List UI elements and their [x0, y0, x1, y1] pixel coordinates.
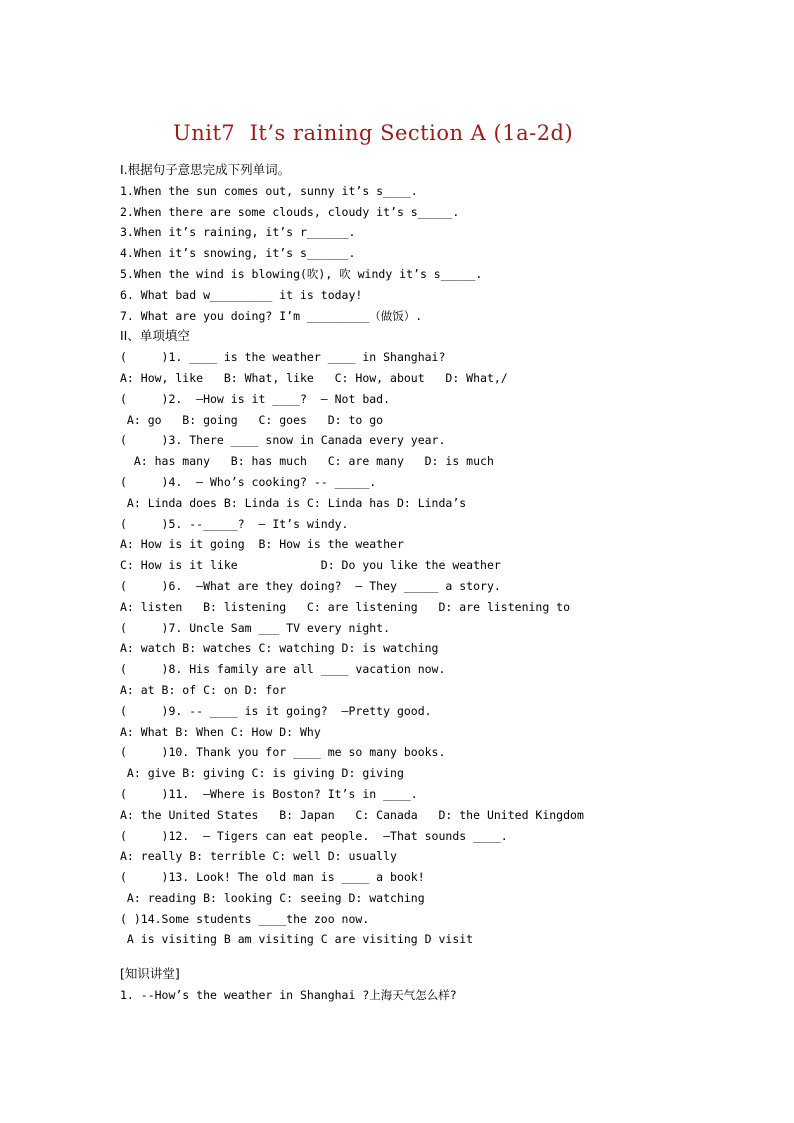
question-line: ( )1. ____ is the weather ____ in Shanghai?	[120, 350, 446, 365]
part1-item: 3.When it’s raining, it’s r______.	[120, 225, 356, 240]
question-line: ( )12. – Tigers can eat people. –That sounds ____.	[120, 828, 508, 843]
question-line: ( )5. --_____? – It’s windy.	[120, 516, 349, 531]
question-line: ( )7. Uncle Sam ___ TV every night.	[120, 620, 391, 635]
options-line: A: How, like B: What, like C: How, about D: What,/	[120, 370, 508, 385]
options-line: A: How is it going B: How is the weather	[120, 537, 404, 552]
question-line: ( )9. -- ____ is it going? –Pretty good.	[120, 703, 432, 718]
options-line: A: at B: of C: on D: for	[120, 682, 287, 697]
part2-heading: II、单项填空	[120, 328, 190, 344]
options-line: A: listen B: listening C: are listening D: are listening to	[120, 599, 571, 614]
question-line: ( )6. –What are they doing? – They _____ a story.	[120, 578, 501, 593]
part1-item: 1.When the sun comes out, sunny it’s s____.	[120, 183, 418, 198]
question-line: ( )4. – Who’s cooking? -- _____.	[120, 474, 377, 489]
question-line: ( )2. –How is it ____? – Not bad.	[120, 391, 391, 406]
options-line: A is visiting B am visiting C are visiting D visit	[120, 932, 474, 947]
options-line: A: What B: When C: How D: Why	[120, 724, 321, 739]
part1-item: 7. What are you doing? I’m _________（做饭）.	[120, 308, 423, 323]
part1-heading: I.根据句子意思完成下列单词。	[120, 162, 291, 177]
options-line: A: the United States B: Japan C: Canada D: the United Kingdom	[120, 807, 584, 822]
question-line: ( )14.Some students ____the zoo now.	[120, 911, 370, 926]
question-line: ( )10. Thank you for ____ me so many books.	[120, 745, 446, 760]
options-line: A: watch B: watches C: watching D: is watching	[120, 641, 439, 656]
knowledge-heading: [知识讲堂]	[120, 966, 180, 982]
part1-item: 5.When the wind is blowing(吹), 吹 windy it’s s_____.	[120, 266, 483, 281]
part1-item: 4.When it’s snowing, it’s s______.	[120, 246, 356, 261]
question-line: ( )3. There ____ snow in Canada every year.	[120, 433, 446, 448]
options-line: A: has many B: has much C: are many D: is much	[120, 454, 494, 469]
options-line: A: give B: giving C: is giving D: giving	[120, 766, 404, 781]
part1-item: 6. What bad w_________ it is today!	[120, 287, 363, 302]
question-line: ( )13. Look! The old man is ____ a book!	[120, 870, 425, 885]
part1-item: 2.When there are some clouds, cloudy it’s s_____.	[120, 204, 460, 219]
knowledge-item: 1. --How’s the weather in Shanghai ?上海天气怎么样?	[120, 988, 457, 1003]
question-line: ( )11. –Where is Boston? It’s in ____.	[120, 786, 418, 801]
question-line: ( )8. His family are all ____ vacation now.	[120, 662, 446, 677]
worksheet-body	[120, 160, 740, 1006]
section-gap	[120, 950, 740, 964]
options-line: A: Linda does B: Linda is C: Linda has D: Linda’s	[120, 495, 467, 510]
options-line: C: How is it like D: Do you like the weather	[120, 558, 501, 573]
options-line: A: really B: terrible C: well D: usually	[120, 849, 397, 864]
options-line: A: reading B: looking C: seeing D: watching	[120, 890, 425, 905]
page-title: Unit7 It’s raining Section A (1a-2d)	[173, 121, 574, 145]
options-line: A: go B: going C: goes D: to go	[120, 412, 384, 427]
